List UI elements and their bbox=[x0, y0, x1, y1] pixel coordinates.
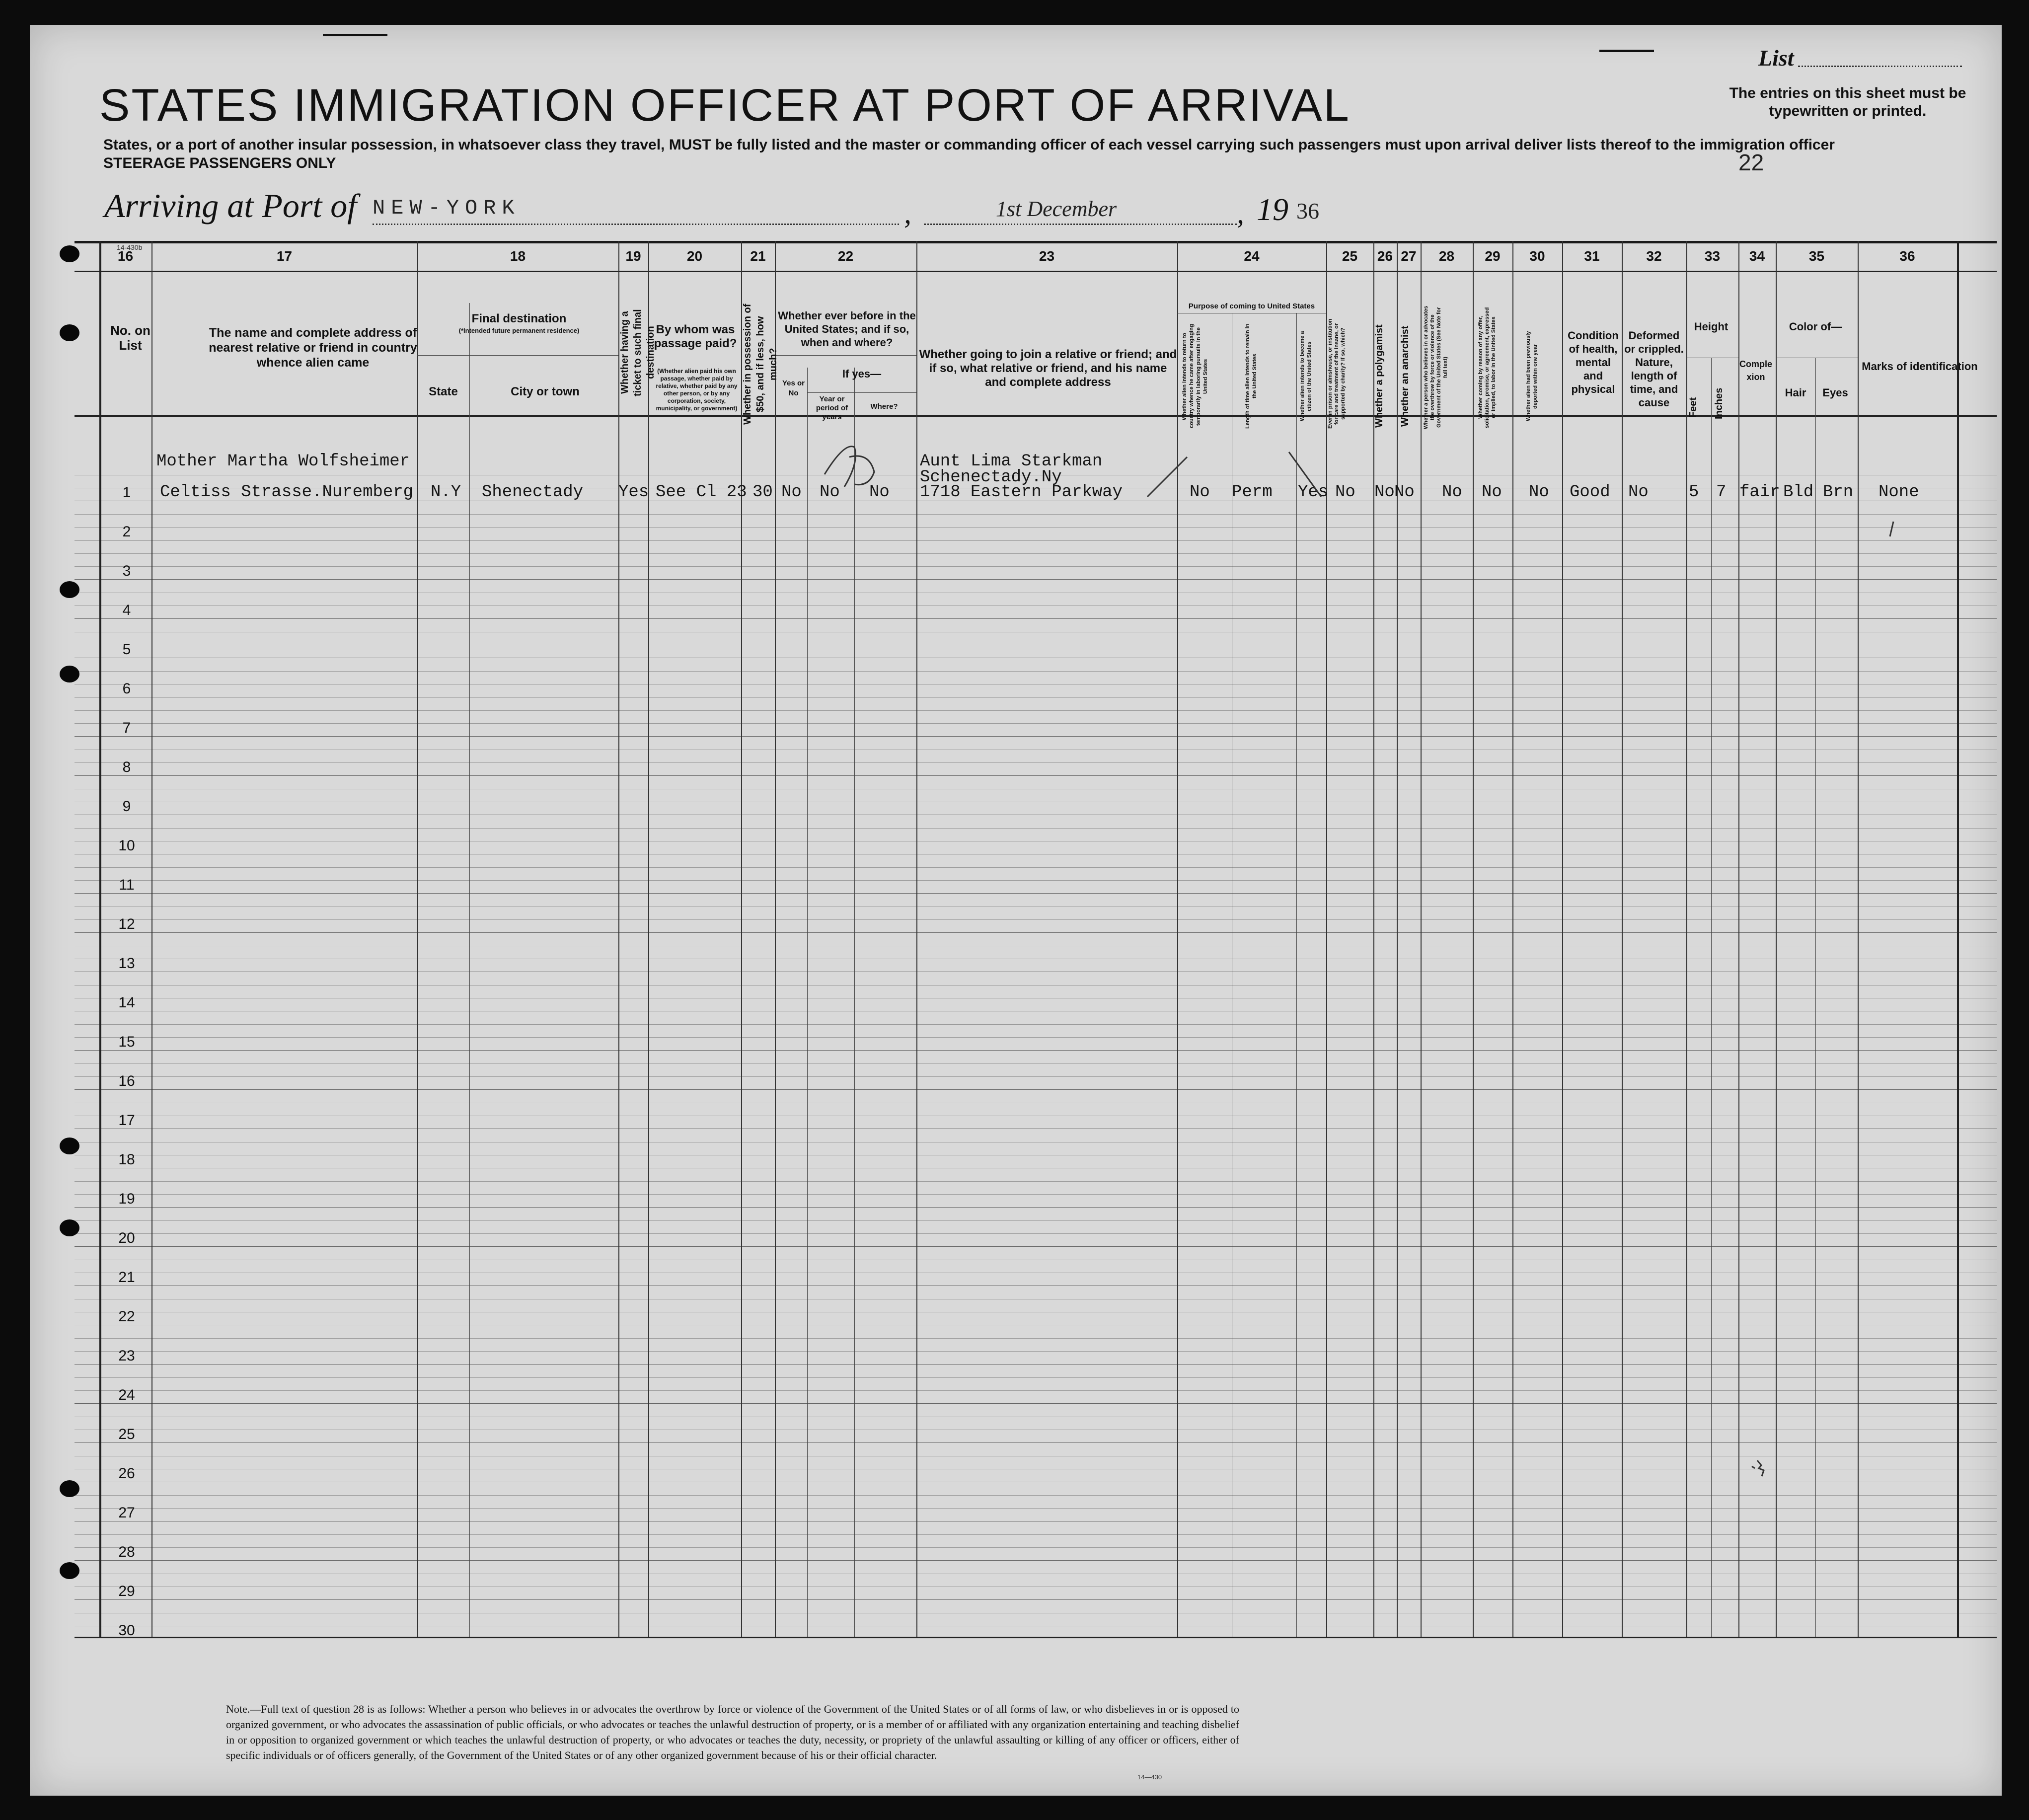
join-address: 1718 Eastern Parkway bbox=[920, 483, 1123, 502]
column-number: 30 bbox=[1529, 248, 1545, 264]
row-number: 13 bbox=[118, 955, 135, 972]
instruction-line-2: STEERAGE PASSENGERS ONLY bbox=[103, 155, 336, 171]
header-height: Height bbox=[1694, 320, 1728, 333]
punch-hole bbox=[60, 245, 79, 262]
row-number: 14 bbox=[118, 994, 135, 1011]
handwritten-slash-2 bbox=[1289, 452, 1321, 497]
header-years: Year or period of years bbox=[816, 395, 848, 421]
row-number: 25 bbox=[118, 1426, 135, 1442]
overthrow-value: No bbox=[1442, 483, 1462, 502]
column-number: 35 bbox=[1808, 248, 1825, 264]
header-purpose-length: Length of time alien intends to remain in the United States bbox=[1245, 323, 1258, 429]
row-number: 2 bbox=[122, 524, 131, 540]
header-deformed: Deformed or crippled. Nature, length of time, and cause bbox=[1624, 329, 1684, 409]
header-color-of: Color of— bbox=[1789, 320, 1842, 333]
column-number: 32 bbox=[1646, 248, 1662, 264]
header-labor-offer: Whether coming by reason of any offer, solicitation, promise, or agreement, expressed or implied, to labor in the United States bbox=[1478, 307, 1497, 428]
column-number: 20 bbox=[686, 248, 703, 264]
labor-offer-value: No bbox=[1482, 483, 1502, 502]
where-value: No bbox=[869, 483, 890, 502]
punch-hole bbox=[60, 1219, 79, 1236]
complexion-value: fair bbox=[1739, 483, 1780, 502]
header-ticket: Whether having a ticket to such final destination bbox=[619, 309, 656, 396]
header-final-destination-sub: (*Intended future permanent residence) bbox=[458, 327, 580, 334]
column-number: 26 bbox=[1377, 248, 1393, 264]
date-value: 1st December bbox=[996, 197, 1117, 221]
instruction-line-1: States, or a port of another insular possession, in whatsoever class they travel, MUST be fully listed and the master or commanding officer of each vessel carrying such passengers must upon arrival deliver lists thereof to the immigration officer bbox=[103, 137, 1835, 153]
column-number: 23 bbox=[1039, 248, 1055, 264]
header-relative-address: The name and complete address of nearest relative or friend in country whence alien came bbox=[209, 326, 417, 370]
marks-value: None bbox=[1879, 483, 1919, 502]
row-number: 3 bbox=[122, 563, 131, 579]
join-city: Schenectady.Ny bbox=[920, 468, 1062, 487]
return-intent-value: No bbox=[1190, 483, 1210, 502]
column-number: 29 bbox=[1485, 248, 1501, 264]
header-purpose-return: Whether alien intends to return to country whence he came after engaging temporarily in laboring pursuits in the United States bbox=[1182, 324, 1208, 429]
passage-paid-value: See Cl 23 bbox=[656, 483, 747, 502]
column-number: 24 bbox=[1244, 248, 1260, 264]
entries-note: The entries on this sheet must be typewritten or printed. bbox=[1729, 85, 1966, 119]
header-final-destination: Final destination bbox=[471, 312, 567, 325]
form-code: 14-430b bbox=[117, 243, 143, 251]
header-passage-paid-sub: (Whether alien paid his own passage, whether paid by relative, whether paid by any other person, or by any corporation, society, municipality, or government) bbox=[656, 368, 738, 412]
dest-city: Shenectady bbox=[482, 483, 584, 502]
port-value: NEW-YORK bbox=[373, 196, 521, 220]
sheet-number: 22 bbox=[1738, 150, 1764, 175]
header-hair: Hair bbox=[1785, 386, 1806, 399]
comma-1: , bbox=[904, 197, 911, 229]
list-label: List bbox=[1758, 45, 1794, 71]
row-number: 28 bbox=[118, 1544, 135, 1560]
header-before-us-yesno: Yes or No bbox=[782, 379, 805, 397]
punch-hole bbox=[60, 666, 79, 682]
join-name: Aunt Lima Starkman bbox=[920, 452, 1103, 471]
handwritten-annotations bbox=[30, 25, 2002, 1796]
column-number: 22 bbox=[837, 248, 854, 264]
header-city: City or town bbox=[511, 385, 580, 398]
smudge-mark bbox=[1752, 1460, 1764, 1476]
relative-name: Mother Martha Wolfsheimer bbox=[156, 452, 410, 471]
before-us-value: No bbox=[781, 483, 802, 502]
row-number: 21 bbox=[118, 1269, 135, 1286]
handwritten-slash bbox=[1147, 457, 1187, 497]
handwritten-tick-mark bbox=[825, 447, 874, 487]
header-deported: Whether alien had been previously deported within one year bbox=[1525, 331, 1538, 422]
footnote-form-code: 14—430 bbox=[1137, 1773, 1162, 1781]
row-number: 7 bbox=[122, 720, 131, 736]
row-number: 30 bbox=[118, 1622, 135, 1639]
deformed-value: No bbox=[1628, 483, 1649, 502]
column-number: 34 bbox=[1749, 248, 1765, 264]
handwritten-mark-marks bbox=[1890, 522, 1893, 536]
punch-hole bbox=[60, 581, 79, 598]
year-suffix: 36 bbox=[1296, 198, 1319, 224]
health-value: Good bbox=[1570, 483, 1610, 502]
punch-hole bbox=[60, 1562, 79, 1579]
header-purpose: Purpose of coming to United States bbox=[1188, 302, 1315, 310]
row-number: 27 bbox=[118, 1505, 135, 1521]
header-anarchist: Whether an anarchist bbox=[1400, 325, 1411, 427]
relative-address: Celtiss Strasse.Nuremberg bbox=[160, 483, 414, 502]
money-value: 30 bbox=[752, 483, 773, 502]
polygamist-value: No bbox=[1374, 483, 1395, 502]
header-eyes: Eyes bbox=[1822, 386, 1848, 399]
column-number: 19 bbox=[625, 248, 641, 264]
header-purpose-citizen: Whether alien intends to become a citizen of the United States bbox=[1299, 331, 1312, 422]
row-number: 12 bbox=[118, 916, 135, 932]
row-number: 4 bbox=[122, 602, 131, 618]
years-value: No bbox=[820, 483, 840, 502]
column-number: 17 bbox=[276, 248, 293, 264]
header-inches: Inches bbox=[1714, 387, 1725, 420]
row-number: 9 bbox=[122, 798, 131, 815]
column-number: 18 bbox=[510, 248, 526, 264]
row-number: 15 bbox=[118, 1034, 135, 1050]
row-number: 26 bbox=[118, 1465, 135, 1482]
row-number: 16 bbox=[118, 1073, 135, 1089]
ticket-value: Yes bbox=[618, 483, 649, 502]
header-marks: Marks of identification bbox=[1862, 360, 1978, 373]
column-number: 21 bbox=[750, 248, 766, 264]
page-title: STATES IMMIGRATION OFFICER AT PORT OF ARRIVAL bbox=[99, 80, 1351, 131]
header-feet: Feet bbox=[1688, 397, 1699, 418]
feet-value: 5 bbox=[1689, 483, 1699, 502]
column-number: 31 bbox=[1584, 248, 1600, 264]
comma-2: , bbox=[1237, 197, 1244, 229]
header-where: Where? bbox=[870, 402, 898, 411]
row-number: 1 bbox=[122, 484, 131, 501]
row-number: 10 bbox=[118, 837, 135, 854]
row-number: 17 bbox=[118, 1112, 135, 1129]
column-number: 27 bbox=[1401, 248, 1417, 264]
row-number: 5 bbox=[122, 641, 131, 658]
dest-state: N.Y bbox=[431, 483, 461, 502]
row-number: 23 bbox=[118, 1348, 135, 1364]
anarchist-value: No bbox=[1394, 483, 1415, 502]
citizen-value: Yes bbox=[1298, 483, 1329, 502]
row-number: 6 bbox=[122, 681, 131, 697]
column-number: 25 bbox=[1342, 248, 1358, 264]
header-polygamist: Whether a polygamist bbox=[1374, 324, 1385, 428]
row-number: 18 bbox=[118, 1151, 135, 1168]
row-number: 19 bbox=[118, 1191, 135, 1207]
year-prefix: 19 bbox=[1257, 192, 1288, 227]
punch-hole bbox=[60, 1480, 79, 1497]
row-number: 29 bbox=[118, 1583, 135, 1599]
manifest-sheet bbox=[30, 25, 2002, 1796]
header-state: State bbox=[429, 385, 458, 398]
column-number: 33 bbox=[1704, 248, 1721, 264]
header-if-yes: If yes— bbox=[842, 368, 882, 380]
row-number: 24 bbox=[118, 1387, 135, 1403]
header-complexion: Complexion bbox=[1739, 359, 1772, 382]
header-no-on-list: No. on List bbox=[110, 323, 150, 353]
header-money: Whether in possession of $50, and if less, how much? bbox=[742, 303, 779, 425]
length-stay-value: Perm bbox=[1232, 483, 1273, 502]
header-join-relative: Whether going to join a relative or friend; and if so, what relative or friend, and his name and complete address bbox=[919, 348, 1177, 389]
hair-value: Bld bbox=[1783, 483, 1814, 502]
column-number: 16 bbox=[117, 248, 134, 264]
footnote: Note.—Full text of question 28 is as follows: Whether a person who believes in or advocates the overthrow by force or violence of the Government of the United States or of all forms of law, or who disbelieves in or is opposed to organized government, or who advocates the assassination of public officials, or who advocates or teaches the unlawful destruction of property, or is a member of or affiliated with any organization entertaining and teaching disbelief in or opposition to organized government or which teaches the unlawful destruction of property, or who advocates or teaches the duty, necessity, or propriety of the unlawful assaulting or killing of any officer or officers, either of specific individuals or of officers generally, of the Government of the United States or of any other organized government because of his or their official character. bbox=[226, 1703, 1239, 1761]
deported-value: No bbox=[1529, 483, 1549, 502]
row-number: 20 bbox=[118, 1230, 135, 1246]
eyes-value: Brn bbox=[1823, 483, 1854, 502]
inches-value: 7 bbox=[1716, 483, 1727, 502]
row-number: 11 bbox=[119, 877, 135, 893]
column-number: 28 bbox=[1438, 248, 1455, 264]
column-number: 36 bbox=[1899, 248, 1915, 264]
arriving-label: Arriving at Port of bbox=[104, 187, 357, 225]
header-overthrow: Whether a person who believes in or advocates the overthrow by force or violence of the Government of the United States (See Note for full text) bbox=[1423, 305, 1448, 430]
punch-hole bbox=[60, 1138, 79, 1154]
row-number: 22 bbox=[118, 1308, 135, 1325]
prison-value: No bbox=[1335, 483, 1355, 502]
row-number: 8 bbox=[122, 759, 131, 775]
header-health: Condition of health, mental and physical bbox=[1568, 329, 1619, 395]
header-before-us: Whether ever before in the United States; and if so, when and where? bbox=[778, 309, 916, 349]
punch-hole bbox=[60, 324, 79, 341]
header-passage-paid: By whom was passage paid? bbox=[654, 323, 737, 350]
header-prison: Ever in prison or almshouse, or institution for care and treatment of the insane, or supported by charity? If so, which? bbox=[1327, 318, 1346, 429]
